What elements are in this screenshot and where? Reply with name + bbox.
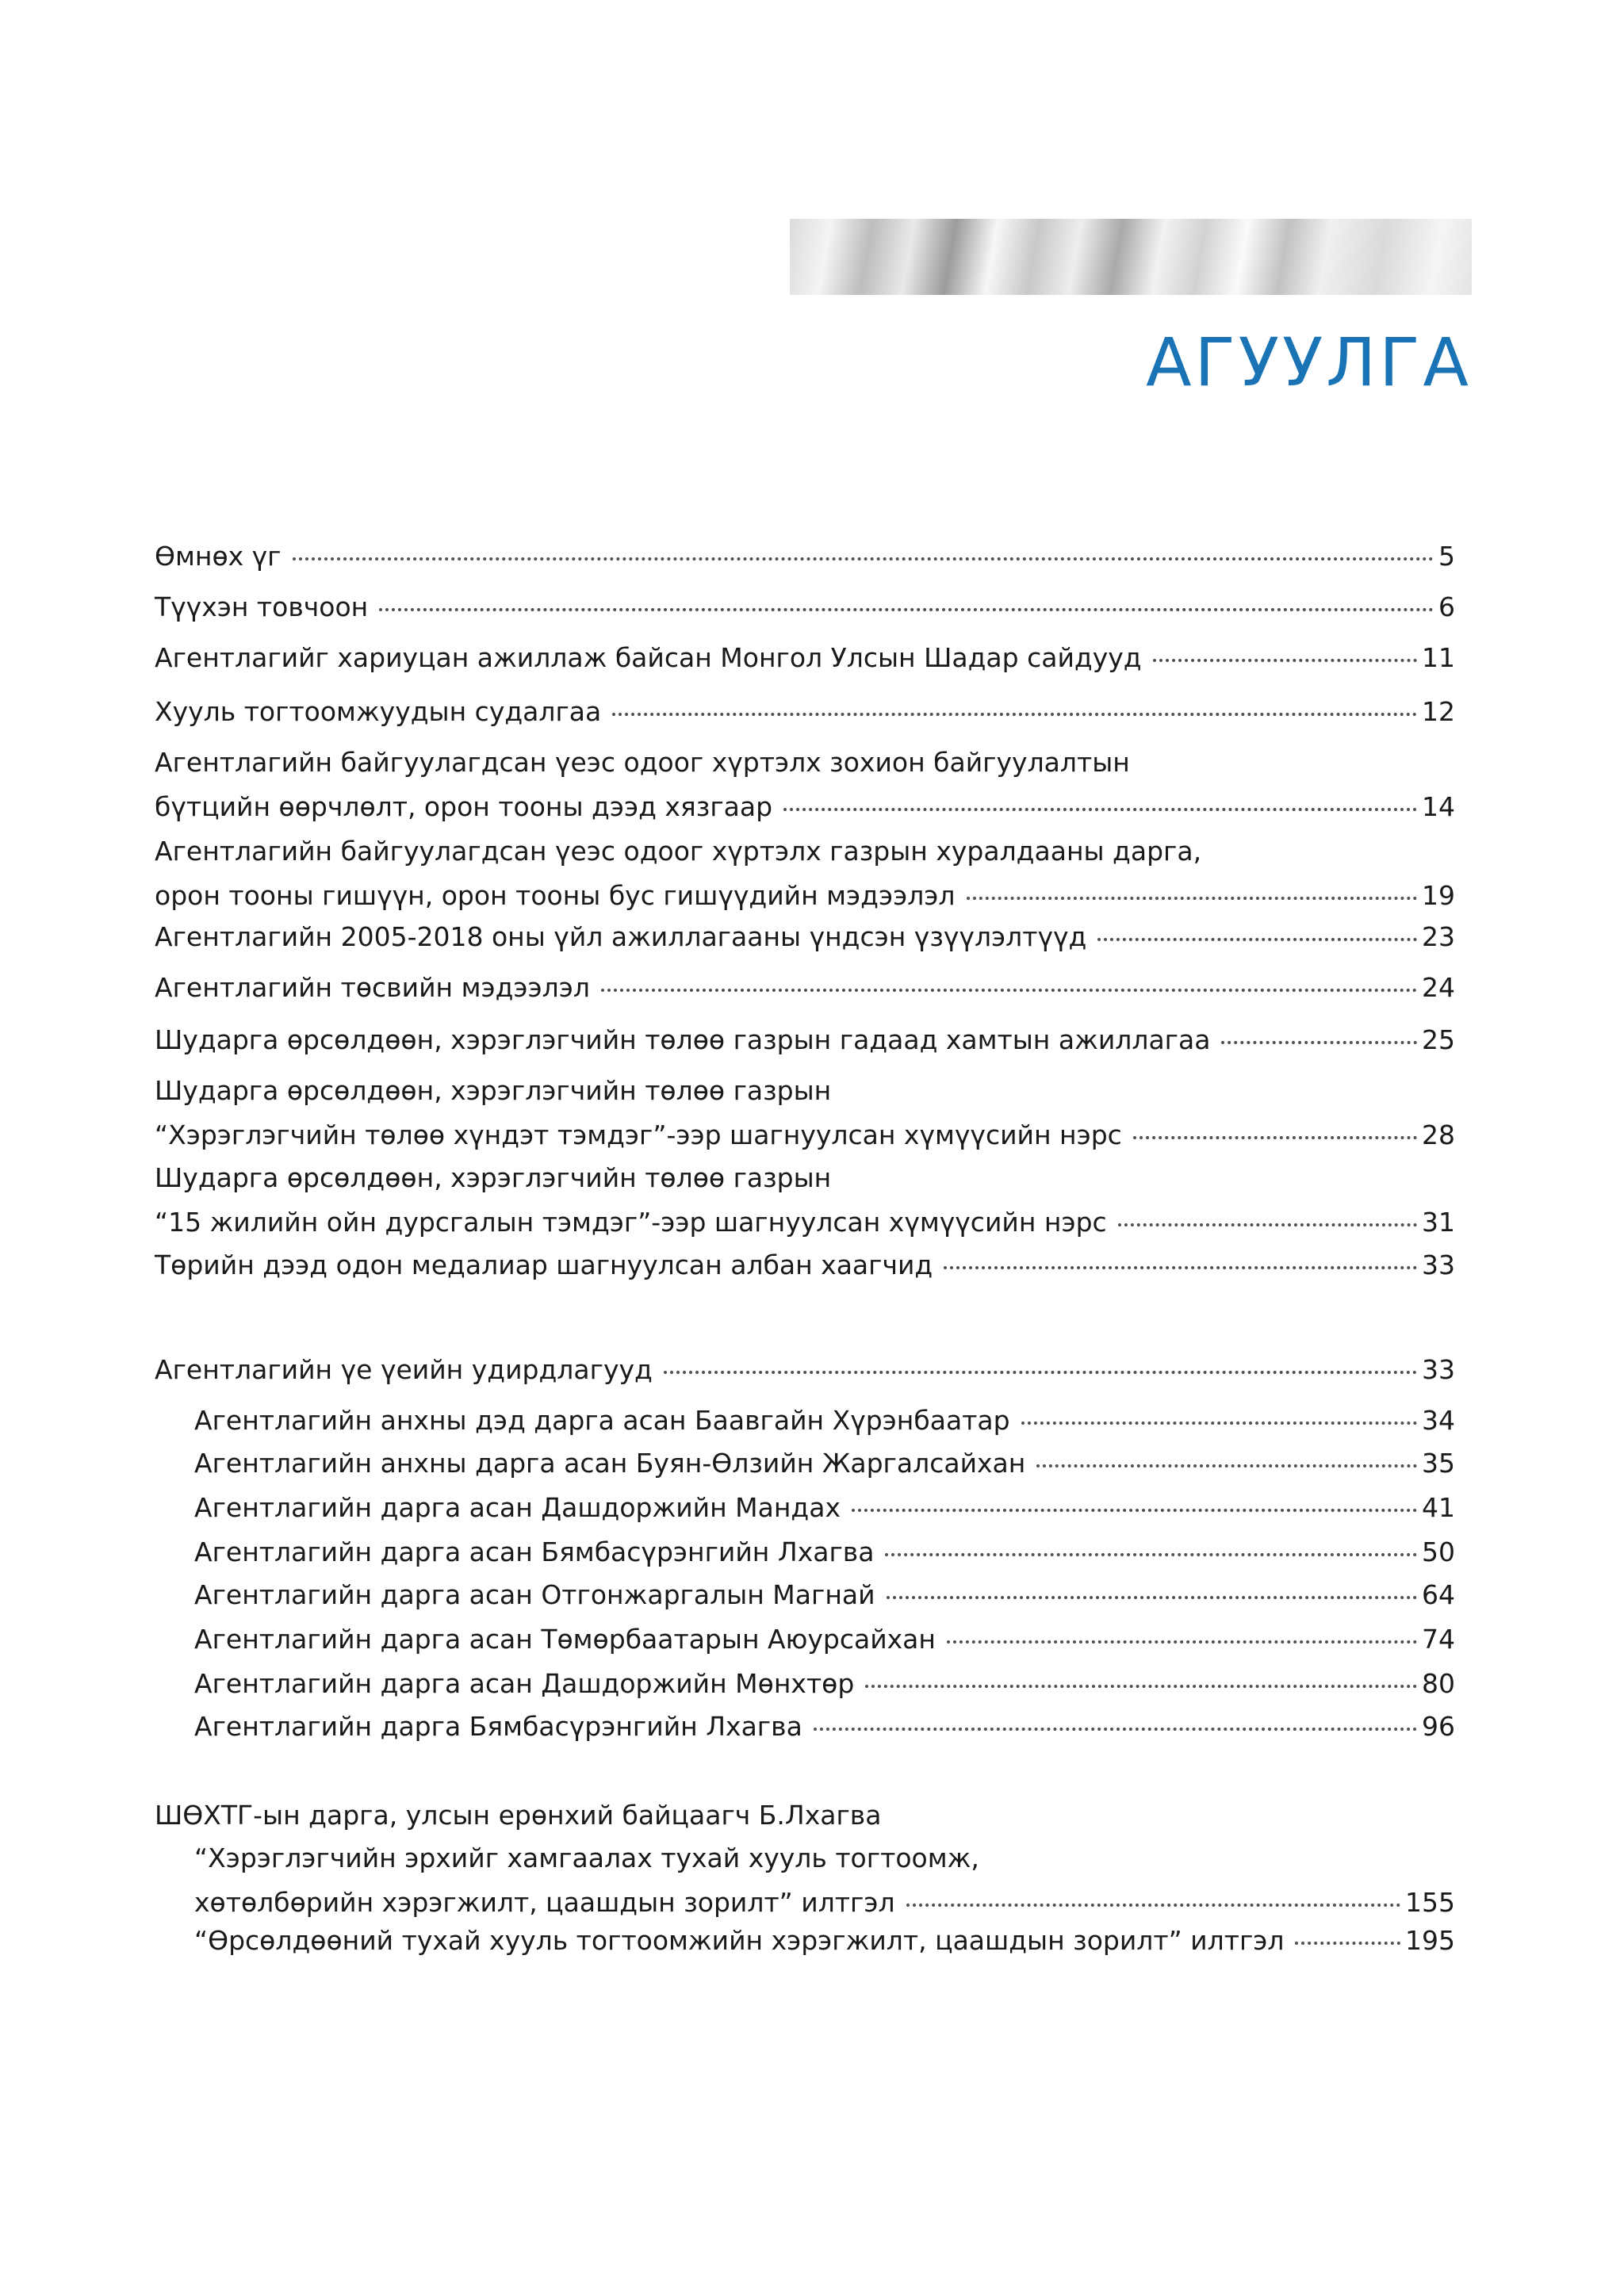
toc-dot-leader bbox=[664, 1370, 1417, 1374]
toc-entry-title: Агентлагийн анхны дарга асан Буян-Өлзийн Жаргалсайхан bbox=[194, 1448, 1026, 1479]
toc-dot-leader bbox=[887, 1595, 1417, 1599]
toc-dot-leader bbox=[1295, 1941, 1400, 1945]
toc-entry-title: Түүхэн товчоон bbox=[155, 591, 369, 622]
toc-page-number: 155 bbox=[1405, 1887, 1455, 1918]
toc-dot-leader bbox=[1153, 658, 1417, 662]
toc-page-number: 14 bbox=[1422, 791, 1455, 822]
toc-dot-leader bbox=[852, 1508, 1417, 1512]
toc-dot-leader bbox=[1021, 1421, 1417, 1425]
toc-subentry[interactable] bbox=[194, 1705, 1455, 1749]
toc-entry-title: “Хэрэглэгчийн төлөө хүндэт тэмдэг”-ээр шагнуулсан хүмүүсийн нэрс bbox=[155, 1119, 1122, 1150]
toc-entry[interactable] bbox=[155, 915, 1455, 959]
toc-subentry[interactable] bbox=[194, 1399, 1455, 1443]
toc-subentry[interactable] bbox=[194, 1919, 1455, 1963]
toc-entry-title: Агентлагийн дарга асан Дашдоржийн Мандах bbox=[194, 1492, 841, 1523]
toc-page-number: 96 bbox=[1422, 1711, 1455, 1742]
toc-subentry[interactable] bbox=[194, 1573, 1455, 1617]
toc-dot-leader bbox=[1221, 1040, 1417, 1044]
toc-entry[interactable] bbox=[155, 1243, 1455, 1288]
toc-page-number: 31 bbox=[1422, 1207, 1455, 1238]
toc-dot-leader bbox=[947, 1640, 1417, 1644]
toc-subentry[interactable] bbox=[194, 1441, 1455, 1486]
toc-subentry[interactable] bbox=[194, 1836, 1455, 1925]
toc-dot-leader bbox=[906, 1903, 1400, 1907]
toc-page-number: 19 bbox=[1422, 880, 1455, 911]
toc-page-number: 35 bbox=[1422, 1448, 1455, 1479]
page-title: АГУУЛГА bbox=[1146, 323, 1472, 401]
toc-dot-leader bbox=[293, 557, 1434, 561]
toc-dot-leader bbox=[1133, 1135, 1417, 1139]
toc-entry[interactable] bbox=[155, 966, 1455, 1010]
toc-entry[interactable] bbox=[155, 585, 1455, 629]
toc-page-number: 64 bbox=[1422, 1579, 1455, 1610]
toc-dot-leader bbox=[865, 1684, 1417, 1688]
toc-dot-leader bbox=[612, 712, 1417, 716]
toc-dot-leader bbox=[1097, 937, 1417, 941]
toc-entry-title: Агентлагийн дарга Бямбасүрэнгийн Лхагва bbox=[194, 1711, 802, 1742]
toc-entry-title: бүтцийн өөрчлөлт, орон тооны дээд хязгаар bbox=[155, 791, 773, 822]
toc-page-number: 41 bbox=[1422, 1492, 1455, 1523]
toc-page-number: 25 bbox=[1422, 1024, 1455, 1055]
toc-page-number: 5 bbox=[1438, 541, 1455, 572]
toc-dot-leader bbox=[601, 988, 1417, 992]
toc-entry-title: Хууль тогтоомжуудын судалгаа bbox=[155, 696, 602, 727]
toc-entry-title-line: Агентлагийн байгуулагдсан үеэс одоог хүртэлх газрын хуралдааны дарга, bbox=[155, 836, 1202, 867]
toc-page-number: 12 bbox=[1422, 696, 1455, 727]
toc-entry-title: орон тооны гишүүн, орон тооны бус гишүүдийн мэдээлэл bbox=[155, 880, 956, 911]
toc-page-number: 33 bbox=[1422, 1354, 1455, 1385]
toc-dot-leader bbox=[1036, 1464, 1417, 1468]
toc-page-number: 34 bbox=[1422, 1405, 1455, 1436]
toc-page-number: 23 bbox=[1422, 921, 1455, 952]
toc-subentry[interactable] bbox=[194, 1530, 1455, 1575]
toc-section-title: Агентлагийн үе үеийн удирдлагууд bbox=[155, 1354, 653, 1385]
toc-page-number: 195 bbox=[1405, 1925, 1455, 1956]
toc-subentry[interactable] bbox=[194, 1662, 1455, 1706]
toc-page-number: 11 bbox=[1422, 642, 1455, 673]
toc-dot-leader bbox=[1118, 1223, 1417, 1226]
toc-page-number: 74 bbox=[1422, 1624, 1455, 1655]
toc-entry-title: Өмнөх үг bbox=[155, 541, 282, 572]
toc-entry-title: Агентлагийн төсвийн мэдээлэл bbox=[155, 972, 590, 1003]
toc-entry-title: Агентлагийн дарга асан Дашдоржийн Мөнхтөр bbox=[194, 1668, 855, 1699]
toc-entry[interactable] bbox=[155, 829, 1455, 918]
toc-page-number: 33 bbox=[1422, 1249, 1455, 1280]
toc-entry[interactable] bbox=[155, 1018, 1455, 1062]
toc-page-number: 28 bbox=[1422, 1119, 1455, 1150]
toc-entry-title: Төрийн дээд одон медалиар шагнуулсан албан хаагчид bbox=[155, 1249, 933, 1280]
toc-section-leaders[interactable] bbox=[155, 1348, 1455, 1392]
toc-entry[interactable] bbox=[155, 1156, 1455, 1245]
toc-dot-leader bbox=[944, 1265, 1417, 1269]
toc-entry-title: Агентлагийн дарга асан Бямбасүрэнгийн Лхагва bbox=[194, 1536, 875, 1567]
toc-entry-title: Агентлагийн дарга асан Төмөрбаатарын Аюурсайхан bbox=[194, 1624, 936, 1655]
toc-entry-title: Агентлагийг хариуцан ажиллаж байсан Монгол Улсын Шадар сайдууд bbox=[155, 642, 1142, 673]
toc-entry-title: хөтөлбөрийн хэрэгжилт, цаашдын зорилт” илтгэл bbox=[194, 1887, 895, 1918]
toc-page-number: 6 bbox=[1438, 591, 1455, 622]
toc-entry-title-line: Шударга өрсөлдөөн, хэрэглэгчийн төлөө газрын bbox=[155, 1162, 832, 1193]
toc-entry-title: “Өрсөлдөөний тухай хууль тогтоомжийн хэрэгжилт, цаашдын зорилт” илтгэл bbox=[194, 1925, 1285, 1956]
toc-entry-title: Агентлагийн 2005-2018 оны үйл ажиллагааны үндсэн үзүүлэлтүүд bbox=[155, 921, 1087, 952]
toc-entry[interactable] bbox=[155, 740, 1455, 829]
toc-section-reports-heading: ШӨХТГ-ын дарга, улсын ерөнхий байцаагч Б.Лхагва bbox=[155, 1800, 882, 1831]
toc-entry-title-line: “Хэрэглэгчийн эрхийг хамгаалах тухай хууль тогтоомж, bbox=[194, 1843, 979, 1873]
toc-entry[interactable] bbox=[155, 636, 1455, 680]
toc-page-number: 80 bbox=[1422, 1668, 1455, 1699]
toc-entry-title-line: Агентлагийн байгуулагдсан үеэс одоог хүртэлх зохион байгуулалтын bbox=[155, 747, 1130, 778]
toc-subentry[interactable] bbox=[194, 1486, 1455, 1530]
toc-entry-title: Шударга өрсөлдөөн, хэрэглэгчийн төлөө газрын гадаад хамтын ажиллагаа bbox=[155, 1024, 1211, 1055]
toc-subentry[interactable] bbox=[194, 1617, 1455, 1662]
toc-entry-title: Агентлагийн дарга асан Отгонжаргалын Магнай bbox=[194, 1579, 875, 1610]
toc-entry[interactable] bbox=[155, 1069, 1455, 1158]
toc-entry-title-line: Шударга өрсөлдөөн, хэрэглэгчийн төлөө газрын bbox=[155, 1075, 832, 1106]
toc-page-number: 50 bbox=[1422, 1536, 1455, 1567]
toc-dot-leader bbox=[885, 1552, 1417, 1556]
toc-dot-leader bbox=[967, 896, 1418, 900]
toc-page-number: 24 bbox=[1422, 972, 1455, 1003]
toc-dot-leader bbox=[814, 1727, 1417, 1731]
decorative-banner bbox=[790, 219, 1472, 295]
toc-dot-leader bbox=[783, 807, 1417, 811]
toc-entry-title: Агентлагийн анхны дэд дарга асан Баавгайн Хүрэнбаатар bbox=[194, 1405, 1010, 1436]
toc-entry[interactable] bbox=[155, 534, 1455, 579]
toc-dot-leader bbox=[379, 607, 1434, 611]
toc-entry[interactable] bbox=[155, 690, 1455, 734]
toc-entry-title: “15 жилийн ойн дурсгалын тэмдэг”-ээр шагнуулсан хүмүүсийн нэрс bbox=[155, 1207, 1107, 1238]
